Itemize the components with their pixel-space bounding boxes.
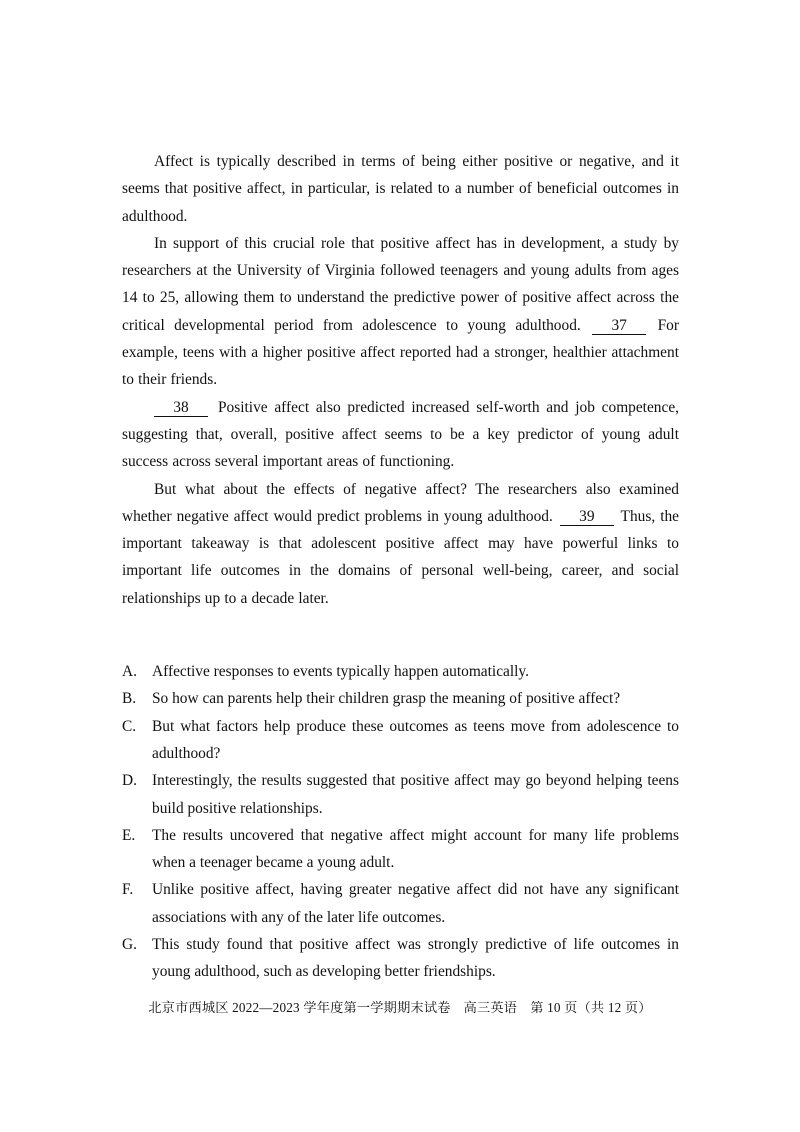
answer-blank-39[interactable]: 39 [560,509,614,526]
page-footer [0,997,800,1019]
option-text: This study found that positive affect was strongly predictive of life outcomes in young adulthood, such as developing better friendships. [152,936,679,981]
option-item-f[interactable] [122,876,679,931]
paragraph-text: But what about the effects of negative affect? The researchers also examined whether negative affect would predict problems in young adulthood. [122,480,679,525]
answer-blank-37[interactable]: 37 [592,318,646,335]
option-item-c[interactable] [122,713,679,768]
option-item-g[interactable] [122,931,679,986]
passage-paragraph-2 [122,230,679,394]
option-label: F. [122,881,134,899]
option-label: G. [122,936,137,954]
passage-paragraph-4 [122,476,679,612]
option-item-a[interactable] [122,658,679,685]
option-text: The results uncovered that negative affect might account for many life problems when a teenager became a young adult. [152,826,679,872]
footer-subject: 高三英语 [463,1000,518,1015]
passage-paragraph-1 [122,148,679,230]
option-label: B. [122,690,137,708]
option-label: C. [122,717,137,735]
answer-blank-38[interactable]: 38 [154,400,208,417]
footer-page-info: 第 10 页（共 12 页） [530,1000,652,1015]
option-item-b[interactable] [122,685,679,712]
option-item-e[interactable] [122,822,679,877]
paragraph-text: In support of this crucial role that positive affect has in development, a study by researchers at the University of Virginia followed teenagers and young adults from ages 14 to 25, allowing them to understand the predictive power of positive affect across the critical developmental period from adolescence to young adulthood. [122,234,679,334]
paragraph-text: Positive affect also predicted increased self-worth and job competence, suggesting that, overall, positive affect seems to be a key predictor of young adult success across several important areas of functioning. [122,398,679,471]
option-text: Affective responses to events typically happen automatically. [152,663,529,681]
option-label: D. [122,772,137,790]
option-text: Interestingly, the results suggested that positive affect may go beyond helping teens build positive relationships. [152,772,679,817]
option-label: E. [122,826,136,844]
option-text: But what factors help produce these outcomes as teens move from adolescence to adulthood? [152,717,679,762]
option-label: A. [122,663,137,681]
option-text: So how can parents help their children grasp the meaning of positive affect? [152,690,621,708]
option-text: Unlike positive affect, having greater negative affect did not have any significant associations with any of the later life outcomes. [152,881,679,926]
option-item-d[interactable] [122,767,679,822]
paragraph-text: Thus, the important takeaway is that adolescent positive affect may have powerful links to important life outcomes in the domains of personal well-being, career, and social relationships up to a decade later. [122,507,679,607]
options-list [122,658,679,986]
paragraph-text: For example, teens with a higher positive affect reported had a stronger, healthier attachment to their friends. [122,316,679,389]
passage-body [122,148,679,986]
paragraph-text: Affect is typically described in terms of being either positive or negative, and it seems that positive affect, in particular, is related to a number of beneficial outcomes in adulthood. [122,153,679,225]
footer-exam-info: 北京市西城区 2022—2023 学年度第一学期期末试卷 [148,1000,451,1015]
passage-paragraph-3 [122,394,679,476]
